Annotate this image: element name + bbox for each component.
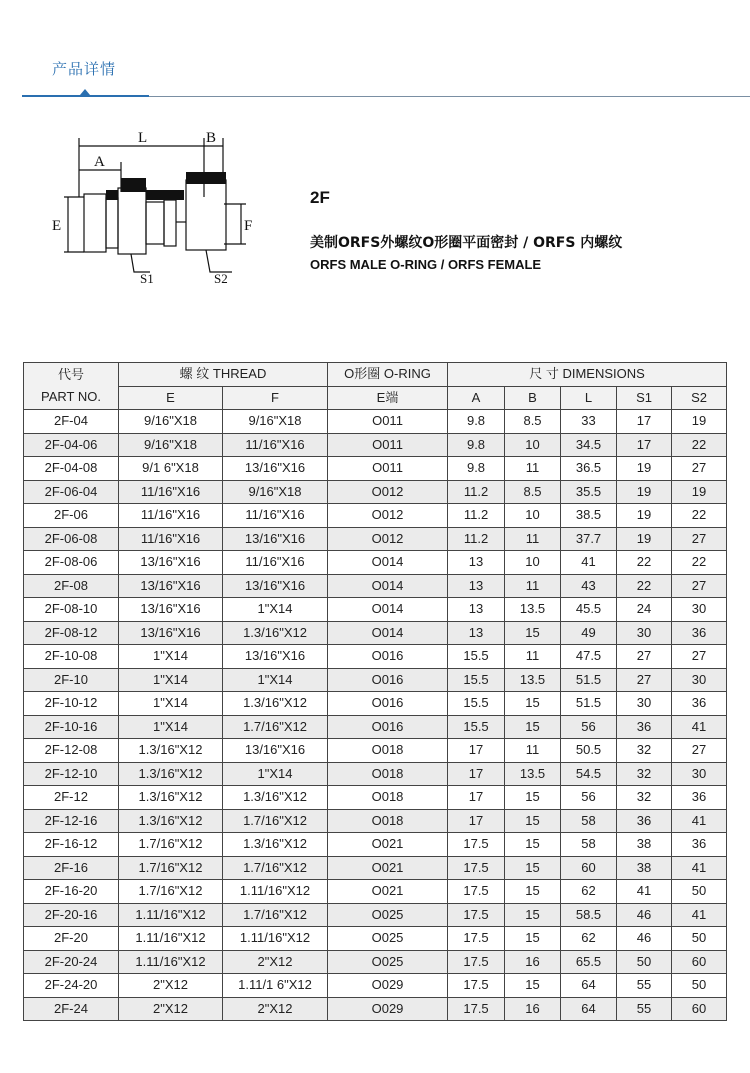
cell-dim-b: 10	[505, 551, 561, 575]
header-s1: S1	[617, 386, 672, 410]
header-s2: S2	[672, 386, 727, 410]
dim-label-a: A	[94, 154, 105, 170]
table-row	[24, 598, 727, 622]
cell-thread-f: 1"X14	[223, 598, 328, 622]
cell-thread-f: 13/16"X16	[223, 645, 328, 669]
cell-part-no: 2F-12-08	[24, 739, 119, 763]
cell-dim-s1: 36	[617, 809, 672, 833]
cell-dim-l: 64	[561, 974, 617, 998]
cell-dim-s1: 55	[617, 974, 672, 998]
cell-dim-s1: 32	[617, 739, 672, 763]
header-a: A	[448, 386, 505, 410]
table-row	[24, 527, 727, 551]
cell-dim-s2: 22	[672, 551, 727, 575]
cell-oring-e-end: O014	[328, 598, 448, 622]
cell-part-no: 2F-08-10	[24, 598, 119, 622]
cell-oring-e-end: O029	[328, 974, 448, 998]
cell-part-no: 2F-12	[24, 786, 119, 810]
header-b: B	[505, 386, 561, 410]
cell-thread-e: 1.3/16"X12	[119, 786, 223, 810]
cell-oring-e-end: O018	[328, 809, 448, 833]
cell-part-no: 2F-06-08	[24, 527, 119, 551]
cell-oring-e-end: O025	[328, 927, 448, 951]
cell-dim-b: 15	[505, 880, 561, 904]
cell-oring-e-end: O011	[328, 433, 448, 457]
cell-dim-l: 58.5	[561, 903, 617, 927]
cell-dim-b: 10	[505, 504, 561, 528]
table-row	[24, 410, 727, 434]
cell-dim-s2: 30	[672, 668, 727, 692]
cell-dim-b: 15	[505, 927, 561, 951]
cell-dim-s1: 19	[617, 527, 672, 551]
cell-part-no: 2F-16	[24, 856, 119, 880]
cell-dim-l: 37.7	[561, 527, 617, 551]
cell-dim-s2: 36	[672, 833, 727, 857]
table-row	[24, 480, 727, 504]
spec-table-body	[24, 410, 727, 1021]
cell-dim-a: 9.8	[448, 410, 505, 434]
cell-thread-e: 13/16"X16	[119, 598, 223, 622]
cell-oring-e-end: O014	[328, 574, 448, 598]
cell-oring-e-end: O018	[328, 739, 448, 763]
cell-dim-b: 15	[505, 856, 561, 880]
dim-label-e: E	[52, 218, 62, 234]
cell-dim-a: 17.5	[448, 927, 505, 951]
cell-part-no: 2F-04-06	[24, 433, 119, 457]
cell-oring-e-end: O016	[328, 645, 448, 669]
cell-dim-s1: 22	[617, 551, 672, 575]
cell-dim-s2: 41	[672, 715, 727, 739]
cell-dim-l: 43	[561, 574, 617, 598]
cell-thread-f: 13/16"X16	[223, 457, 328, 481]
cell-thread-f: 2"X12	[223, 997, 328, 1021]
cell-dim-a: 17.5	[448, 903, 505, 927]
cell-thread-f: 9/16"X18	[223, 480, 328, 504]
cell-oring-e-end: O025	[328, 903, 448, 927]
cell-dim-s2: 27	[672, 739, 727, 763]
table-row	[24, 809, 727, 833]
cell-thread-f: 1.11/1 6"X12	[223, 974, 328, 998]
header-part-no	[24, 363, 119, 410]
cell-dim-b: 8.5	[505, 410, 561, 434]
cell-part-no: 2F-08-06	[24, 551, 119, 575]
cell-oring-e-end: O018	[328, 762, 448, 786]
cell-part-no: 2F-06-04	[24, 480, 119, 504]
cell-dim-s2: 27	[672, 574, 727, 598]
cell-thread-f: 11/16"X16	[223, 433, 328, 457]
product-title-cn: 美制ORFS外螺纹O形圈平面密封 / ORFS 内螺纹	[310, 235, 623, 251]
spec-table	[23, 362, 727, 1021]
cell-dim-a: 17.5	[448, 974, 505, 998]
cell-dim-a: 9.8	[448, 457, 505, 481]
header-oring: O形圈 O-RING	[328, 363, 448, 387]
cell-dim-a: 9.8	[448, 433, 505, 457]
cell-dim-s2: 30	[672, 762, 727, 786]
cell-part-no: 2F-20	[24, 927, 119, 951]
cell-dim-a: 13	[448, 621, 505, 645]
cell-part-no: 2F-12-16	[24, 809, 119, 833]
cell-dim-b: 11	[505, 457, 561, 481]
cell-thread-f: 13/16"X16	[223, 527, 328, 551]
cell-dim-l: 56	[561, 715, 617, 739]
header-part-no-cn: 代号	[57, 367, 84, 382]
cell-dim-b: 15	[505, 974, 561, 998]
cell-oring-e-end: O016	[328, 692, 448, 716]
cell-thread-e: 13/16"X16	[119, 551, 223, 575]
cell-dim-l: 62	[561, 880, 617, 904]
cell-dim-l: 60	[561, 856, 617, 880]
cell-thread-e: 13/16"X16	[119, 574, 223, 598]
cell-dim-l: 58	[561, 809, 617, 833]
cell-dim-s2: 22	[672, 504, 727, 528]
cell-dim-b: 15	[505, 786, 561, 810]
cell-dim-b: 15	[505, 692, 561, 716]
cell-dim-s1: 22	[617, 574, 672, 598]
cell-dim-b: 11	[505, 574, 561, 598]
cell-oring-e-end: O012	[328, 480, 448, 504]
cell-dim-a: 15.5	[448, 668, 505, 692]
cell-dim-s2: 27	[672, 527, 727, 551]
cell-dim-b: 11	[505, 739, 561, 763]
header-e: E	[119, 386, 223, 410]
cell-dim-l: 35.5	[561, 480, 617, 504]
cell-dim-a: 11.2	[448, 504, 505, 528]
cell-thread-e: 11/16"X16	[119, 504, 223, 528]
cell-part-no: 2F-10	[24, 668, 119, 692]
cell-dim-l: 36.5	[561, 457, 617, 481]
cell-part-no: 2F-16-20	[24, 880, 119, 904]
cell-oring-e-end: O016	[328, 715, 448, 739]
cell-thread-e: 1.7/16"X12	[119, 833, 223, 857]
cell-oring-e-end: O014	[328, 621, 448, 645]
product-title-en: ORFS MALE O-RING / ORFS FEMALE	[310, 257, 542, 272]
cell-dim-a: 17.5	[448, 997, 505, 1021]
cell-dim-s1: 27	[617, 668, 672, 692]
table-row	[24, 833, 727, 857]
cell-thread-f: 1.3/16"X12	[223, 692, 328, 716]
cell-oring-e-end: O012	[328, 504, 448, 528]
cell-dim-s1: 38	[617, 833, 672, 857]
cell-thread-e: 1.3/16"X12	[119, 762, 223, 786]
cell-dim-a: 17	[448, 762, 505, 786]
cell-thread-f: 13/16"X16	[223, 739, 328, 763]
header-thread: 螺 纹 THREAD	[119, 363, 328, 387]
cell-part-no: 2F-10-08	[24, 645, 119, 669]
cell-part-no: 2F-20-16	[24, 903, 119, 927]
cell-dim-s2: 36	[672, 692, 727, 716]
cell-dim-b: 13.5	[505, 762, 561, 786]
cell-dim-s1: 36	[617, 715, 672, 739]
table-row	[24, 856, 727, 880]
cell-dim-l: 38.5	[561, 504, 617, 528]
cell-dim-l: 51.5	[561, 692, 617, 716]
cell-oring-e-end: O016	[328, 668, 448, 692]
cell-thread-e: 13/16"X16	[119, 621, 223, 645]
cell-thread-e: 1"X14	[119, 692, 223, 716]
cell-dim-l: 58	[561, 833, 617, 857]
cell-dim-l: 33	[561, 410, 617, 434]
cell-dim-l: 62	[561, 927, 617, 951]
cell-dim-a: 17.5	[448, 880, 505, 904]
cell-dim-s2: 27	[672, 457, 727, 481]
cell-thread-e: 9/16"X18	[119, 410, 223, 434]
cell-dim-s1: 19	[617, 457, 672, 481]
cell-dim-s2: 41	[672, 809, 727, 833]
table-row	[24, 997, 727, 1021]
cell-dim-s2: 50	[672, 927, 727, 951]
cell-thread-f: 2"X12	[223, 950, 328, 974]
cell-dim-b: 15	[505, 715, 561, 739]
table-row	[24, 621, 727, 645]
cell-dim-b: 15	[505, 809, 561, 833]
cell-dim-s2: 27	[672, 645, 727, 669]
cell-dim-s1: 38	[617, 856, 672, 880]
cell-thread-e: 1"X14	[119, 715, 223, 739]
table-row	[24, 739, 727, 763]
cell-thread-f: 13/16"X16	[223, 574, 328, 598]
cell-thread-f: 1.7/16"X12	[223, 809, 328, 833]
cell-thread-f: 1.3/16"X12	[223, 833, 328, 857]
table-row	[24, 762, 727, 786]
cell-dim-l: 47.5	[561, 645, 617, 669]
cell-dim-a: 13	[448, 551, 505, 575]
cell-dim-a: 13	[448, 574, 505, 598]
cell-thread-e: 2"X12	[119, 974, 223, 998]
cell-thread-f: 9/16"X18	[223, 410, 328, 434]
cell-thread-f: 1.7/16"X12	[223, 903, 328, 927]
cell-dim-b: 13.5	[505, 598, 561, 622]
table-row	[24, 574, 727, 598]
cell-dim-s1: 19	[617, 504, 672, 528]
product-code: 2F	[310, 188, 330, 207]
cell-thread-f: 1.7/16"X12	[223, 715, 328, 739]
cell-part-no: 2F-24-20	[24, 974, 119, 998]
cell-dim-s1: 32	[617, 786, 672, 810]
table-row	[24, 715, 727, 739]
cell-oring-e-end: O011	[328, 410, 448, 434]
cell-dim-b: 8.5	[505, 480, 561, 504]
cell-dim-a: 15.5	[448, 692, 505, 716]
cell-oring-e-end: O021	[328, 880, 448, 904]
cell-dim-b: 10	[505, 433, 561, 457]
cell-oring-e-end: O021	[328, 856, 448, 880]
header-dimensions: 尺 寸 DIMENSIONS	[448, 363, 727, 387]
cell-dim-a: 15.5	[448, 715, 505, 739]
cell-dim-b: 16	[505, 997, 561, 1021]
cell-part-no: 2F-04-08	[24, 457, 119, 481]
cell-dim-l: 56	[561, 786, 617, 810]
cell-dim-s2: 41	[672, 856, 727, 880]
cell-dim-l: 64	[561, 997, 617, 1021]
cell-dim-l: 50.5	[561, 739, 617, 763]
cell-dim-s1: 41	[617, 880, 672, 904]
dim-label-s2: S2	[214, 271, 228, 286]
cell-dim-s1: 27	[617, 645, 672, 669]
dim-label-s1: S1	[140, 271, 154, 286]
table-row	[24, 692, 727, 716]
fitting-drawing	[46, 122, 276, 292]
cell-thread-e: 1.7/16"X12	[119, 856, 223, 880]
cell-thread-e: 11/16"X16	[119, 527, 223, 551]
cell-thread-f: 11/16"X16	[223, 504, 328, 528]
tab-active-underline	[22, 95, 149, 97]
cell-part-no: 2F-20-24	[24, 950, 119, 974]
cell-thread-f: 1"X14	[223, 762, 328, 786]
cell-thread-e: 1.11/16"X12	[119, 903, 223, 927]
table-row	[24, 551, 727, 575]
cell-dim-b: 13.5	[505, 668, 561, 692]
cell-oring-e-end: O018	[328, 786, 448, 810]
cell-thread-f: 1.11/16"X12	[223, 927, 328, 951]
cell-dim-b: 11	[505, 527, 561, 551]
cell-dim-b: 11	[505, 645, 561, 669]
cell-thread-e: 9/1 6"X18	[119, 457, 223, 481]
table-row	[24, 433, 727, 457]
table-row	[24, 903, 727, 927]
cell-dim-b: 15	[505, 833, 561, 857]
table-row	[24, 786, 727, 810]
cell-part-no: 2F-10-12	[24, 692, 119, 716]
cell-dim-s1: 17	[617, 433, 672, 457]
dim-label-b: B	[206, 130, 217, 146]
cell-thread-f: 11/16"X16	[223, 551, 328, 575]
table-row	[24, 927, 727, 951]
cell-dim-b: 15	[505, 903, 561, 927]
dim-label-l: L	[138, 130, 148, 146]
cell-dim-s2: 19	[672, 410, 727, 434]
table-row	[24, 645, 727, 669]
cell-dim-s2: 60	[672, 997, 727, 1021]
table-row	[24, 880, 727, 904]
cell-thread-e: 1.11/16"X12	[119, 950, 223, 974]
cell-oring-e-end: O012	[328, 527, 448, 551]
table-row	[24, 950, 727, 974]
tab-product-details[interactable]: 产品详情	[52, 60, 117, 78]
cell-dim-a: 13	[448, 598, 505, 622]
table-row	[24, 457, 727, 481]
cell-thread-e: 1.3/16"X12	[119, 809, 223, 833]
cell-dim-l: 34.5	[561, 433, 617, 457]
cell-dim-a: 17	[448, 786, 505, 810]
cell-thread-e: 11/16"X16	[119, 480, 223, 504]
cell-oring-e-end: O029	[328, 997, 448, 1021]
cell-dim-s1: 30	[617, 621, 672, 645]
cell-oring-e-end: O011	[328, 457, 448, 481]
cell-thread-e: 1.3/16"X12	[119, 739, 223, 763]
cell-part-no: 2F-12-10	[24, 762, 119, 786]
cell-dim-s1: 24	[617, 598, 672, 622]
cell-dim-a: 11.2	[448, 527, 505, 551]
cell-thread-e: 1.11/16"X12	[119, 927, 223, 951]
cell-thread-e: 1"X14	[119, 645, 223, 669]
table-row	[24, 974, 727, 998]
cell-thread-e: 1"X14	[119, 668, 223, 692]
cell-thread-f: 1.3/16"X12	[223, 786, 328, 810]
cell-dim-l: 49	[561, 621, 617, 645]
cell-dim-s2: 30	[672, 598, 727, 622]
table-row	[24, 668, 727, 692]
cell-dim-s2: 36	[672, 786, 727, 810]
cell-dim-s1: 46	[617, 927, 672, 951]
cell-part-no: 2F-16-12	[24, 833, 119, 857]
cell-dim-l: 54.5	[561, 762, 617, 786]
cell-thread-f: 1"X14	[223, 668, 328, 692]
cell-dim-a: 17.5	[448, 856, 505, 880]
cell-dim-s1: 50	[617, 950, 672, 974]
cell-dim-s2: 41	[672, 903, 727, 927]
header-part-no-en: PART NO.	[41, 389, 101, 404]
cell-dim-a: 17.5	[448, 950, 505, 974]
cell-dim-s1: 46	[617, 903, 672, 927]
cell-dim-l: 41	[561, 551, 617, 575]
cell-dim-s1: 30	[617, 692, 672, 716]
cell-oring-e-end: O014	[328, 551, 448, 575]
cell-thread-f: 1.7/16"X12	[223, 856, 328, 880]
cell-thread-f: 1.3/16"X12	[223, 621, 328, 645]
cell-dim-l: 51.5	[561, 668, 617, 692]
cell-dim-s2: 22	[672, 433, 727, 457]
cell-dim-s2: 36	[672, 621, 727, 645]
cell-thread-e: 1.7/16"X12	[119, 880, 223, 904]
cell-dim-s2: 19	[672, 480, 727, 504]
cell-dim-s1: 55	[617, 997, 672, 1021]
cell-oring-e-end: O021	[328, 833, 448, 857]
cell-part-no: 2F-10-16	[24, 715, 119, 739]
cell-dim-s1: 32	[617, 762, 672, 786]
cell-dim-s2: 50	[672, 974, 727, 998]
cell-part-no: 2F-24	[24, 997, 119, 1021]
cell-dim-b: 15	[505, 621, 561, 645]
dim-label-f: F	[244, 218, 253, 234]
cell-dim-b: 16	[505, 950, 561, 974]
cell-oring-e-end: O025	[328, 950, 448, 974]
cell-dim-l: 45.5	[561, 598, 617, 622]
header-e-end: E端	[328, 386, 448, 410]
cell-thread-e: 2"X12	[119, 997, 223, 1021]
table-row	[24, 504, 727, 528]
cell-part-no: 2F-08-12	[24, 621, 119, 645]
cell-part-no: 2F-08	[24, 574, 119, 598]
cell-dim-s2: 60	[672, 950, 727, 974]
cell-dim-s2: 50	[672, 880, 727, 904]
header-f: F	[223, 386, 328, 410]
cell-part-no: 2F-06	[24, 504, 119, 528]
cell-dim-a: 17.5	[448, 833, 505, 857]
cell-thread-f: 1.11/16"X12	[223, 880, 328, 904]
cell-dim-s1: 17	[617, 410, 672, 434]
cell-dim-l: 65.5	[561, 950, 617, 974]
cell-dim-a: 15.5	[448, 645, 505, 669]
tab-caret-icon	[80, 89, 90, 95]
cell-dim-s1: 19	[617, 480, 672, 504]
cell-thread-e: 9/16"X18	[119, 433, 223, 457]
cell-dim-a: 17	[448, 739, 505, 763]
cell-part-no: 2F-04	[24, 410, 119, 434]
cell-dim-a: 11.2	[448, 480, 505, 504]
cell-dim-a: 17	[448, 809, 505, 833]
header-l: L	[561, 386, 617, 410]
